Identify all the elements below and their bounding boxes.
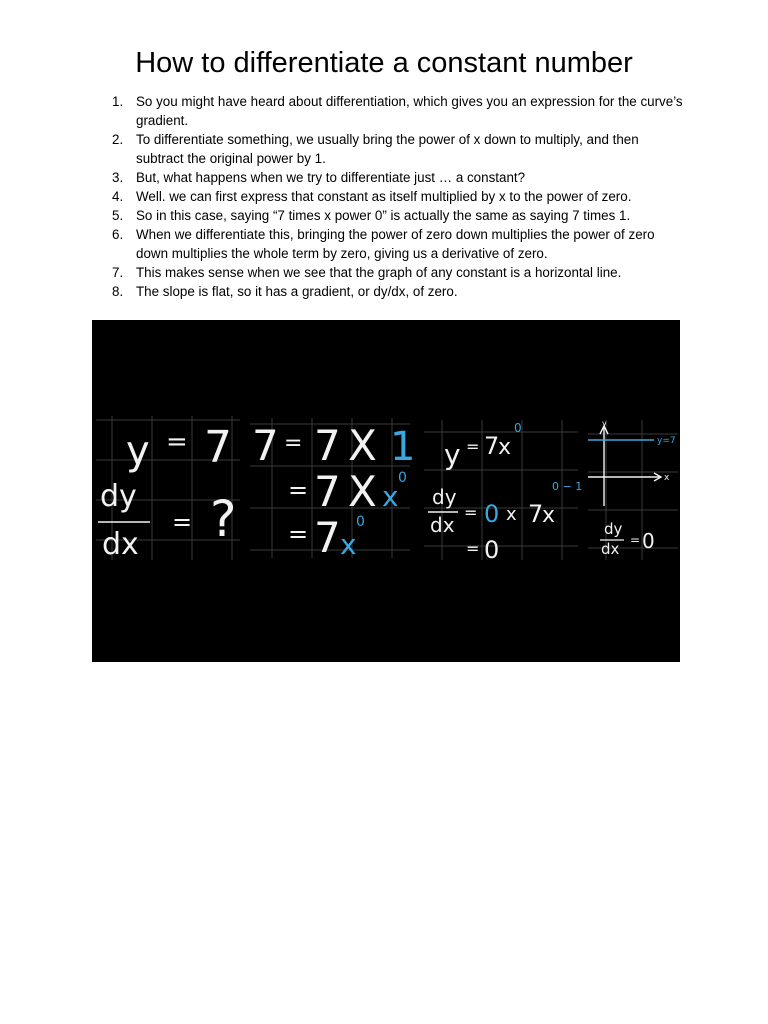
step-text: But, what happens when we try to differentiate just … a constant? [136, 170, 526, 185]
step-number: 8. [112, 284, 124, 299]
step-number: 3. [112, 170, 124, 185]
panel1-equals: = [166, 427, 188, 457]
steps-list [112, 92, 684, 301]
panel2-row2-times: X [348, 467, 377, 516]
step-item [112, 92, 684, 130]
panel3-result: 0 [484, 536, 500, 564]
panel4-result: 0 [642, 529, 655, 553]
panel3-equals-2: = [464, 503, 478, 522]
step-number: 7. [112, 265, 124, 280]
panel1-question-mark: ? [210, 490, 237, 548]
panel3-dy: dy [432, 485, 457, 509]
panel2-row1-one: 1 [390, 424, 416, 470]
panel2-row2-seven: 7 [314, 467, 341, 516]
graph-y-label: y [602, 419, 607, 428]
panel2-row3-power: 0 [356, 514, 365, 530]
step-text: To differentiate something, we usually bring the power of x down to multiply, and then subtract the original power by 1. [136, 132, 639, 166]
panel2-row2-x: x [382, 480, 399, 513]
panel1-equals-2: = [172, 508, 193, 536]
panel2-row1-times: X [348, 421, 377, 470]
step-text: Well. we can first express that constant as itself multiplied by x to the power of zero. [136, 189, 632, 204]
panel3-seven-2: 7 [528, 500, 544, 528]
panel3-power: 0 [514, 421, 522, 435]
step-number: 2. [112, 132, 124, 147]
panel3-zero: 0 [484, 500, 500, 528]
step-item [112, 263, 684, 282]
panel4-dx: dx [601, 540, 620, 558]
chalkboard-figure [92, 320, 680, 662]
panel3-power-2: 0 − 1 [552, 480, 583, 493]
step-item [112, 187, 684, 206]
step-number: 6. [112, 227, 124, 242]
step-text: This makes sense when we see that the graph of any constant is a horizontal line. [136, 265, 622, 280]
panel2-row3-seven: 7 [314, 513, 341, 562]
chalkboard-svg [92, 320, 680, 662]
panel3-equals: = [466, 437, 480, 456]
step-item [112, 130, 684, 168]
step-number: 1. [112, 94, 124, 109]
panel3-equals-3: = [466, 539, 480, 558]
step-item [112, 168, 684, 187]
panel2-row2-equals: = [288, 476, 309, 504]
panel2-row1-seven-2: 7 [314, 421, 341, 470]
step-item [112, 206, 684, 225]
panel2-row3-x: x [340, 528, 357, 561]
step-text: When we differentiate this, bringing the power of zero down multiplies the power of zero down multiplies the whole term by zero, giving us a derivative of zero. [136, 227, 655, 261]
step-number: 5. [112, 208, 124, 223]
panel2-row1-equals: = [284, 431, 303, 456]
panel1-y: y [126, 428, 150, 474]
page-title: How to differentiate a constant number [135, 47, 633, 79]
panel1-seven: 7 [204, 422, 232, 473]
step-item [112, 282, 684, 301]
panel1-dy: dy [100, 479, 137, 514]
panel3-x: x [498, 435, 512, 460]
panel2-row2-power: 0 [398, 470, 407, 486]
step-text: So in this case, saying “7 times x power 0” is actually the same as saying 7 times 1. [136, 208, 631, 223]
panel3-seven: 7 [484, 432, 500, 460]
panel3-x-2: x [542, 503, 556, 528]
panel2-row1-seven: 7 [252, 421, 279, 470]
step-item [112, 225, 684, 263]
graph-line-label: y=7 [657, 436, 676, 446]
step-number: 4. [112, 189, 124, 204]
panel3-times: x [506, 504, 517, 525]
step-text: The slope is flat, so it has a gradient, or dy/dx, of zero. [136, 284, 458, 299]
panel4-equals: = [630, 533, 641, 547]
panel1-dx: dx [102, 527, 139, 562]
step-text: So you might have heard about differentiation, which gives you an expression for the curve’s gradient. [136, 94, 683, 128]
panel3-dx: dx [430, 513, 455, 537]
graph-x-label: x [664, 473, 670, 483]
panel2-row3-equals: = [288, 520, 309, 548]
panel3-y: y [444, 438, 461, 471]
panel4-dy: dy [604, 520, 623, 538]
